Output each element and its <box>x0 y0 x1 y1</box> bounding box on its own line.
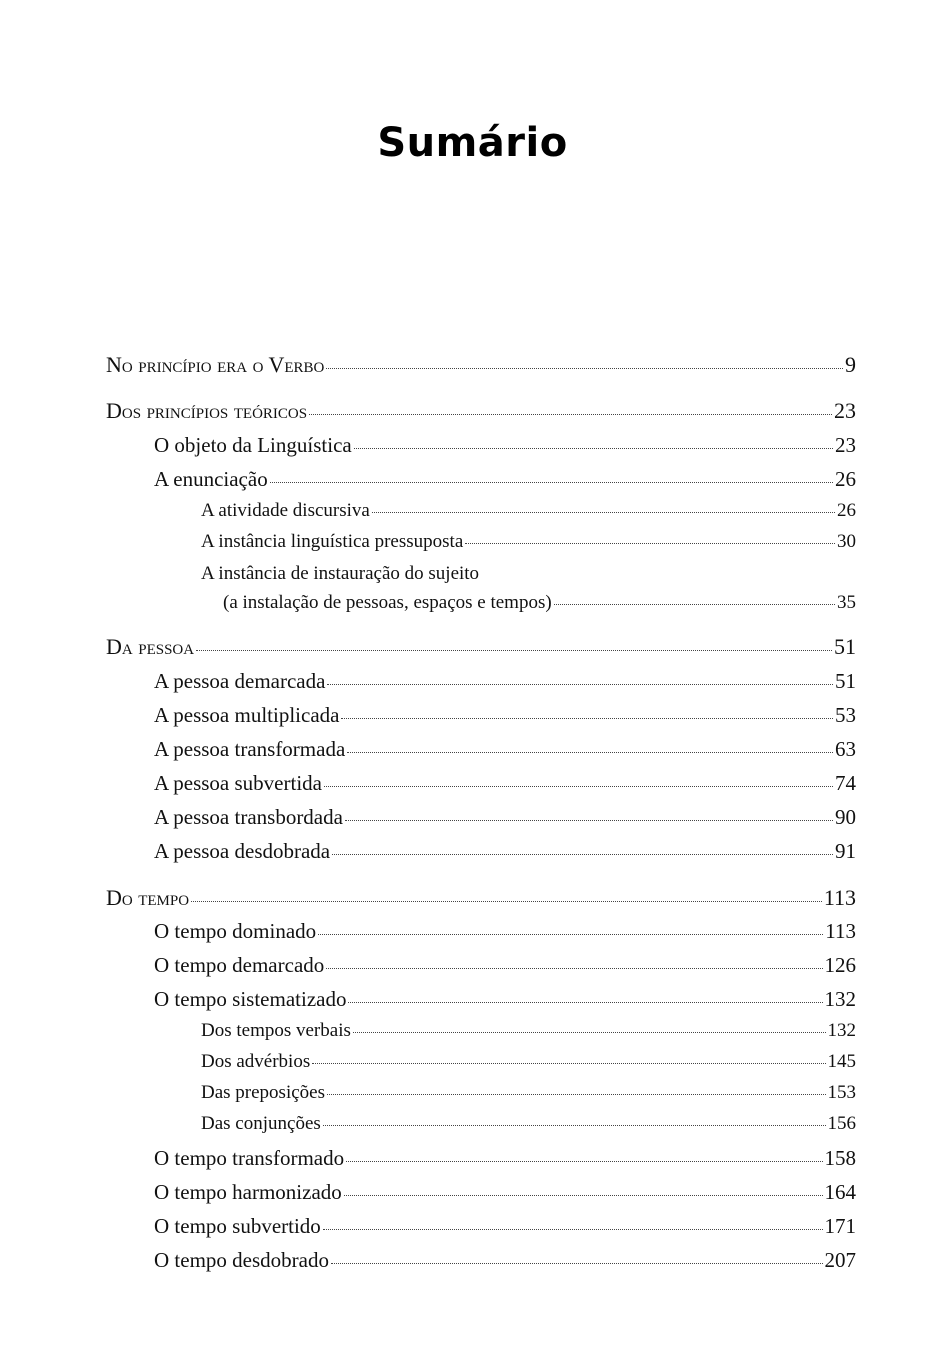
toc-entry-page: 153 <box>827 1082 856 1103</box>
dot-leader <box>347 752 833 753</box>
toc-entry-page: 113 <box>823 885 856 910</box>
toc-entry-page: 53 <box>835 703 856 727</box>
dot-leader <box>318 934 823 935</box>
toc-entry-page: 26 <box>835 467 856 491</box>
dot-leader <box>345 820 833 821</box>
toc-entry-label: A pessoa multiplicada <box>154 703 340 727</box>
toc-entry-page: 63 <box>835 737 856 761</box>
toc-entry-page: 23 <box>834 398 856 423</box>
toc-entry-label: Da pessoa <box>106 634 195 659</box>
toc-entry-page: 113 <box>825 919 856 943</box>
toc-entry-instalacao-pessoas <box>223 592 856 614</box>
toc-entry-label: Dos princípios teóricos <box>106 398 308 423</box>
toc-entry-page: 158 <box>824 1146 856 1170</box>
toc-entry-label: A pessoa subvertida <box>154 771 322 795</box>
toc-entry-label: O tempo subvertido <box>154 1214 321 1238</box>
dot-leader <box>331 1263 823 1264</box>
dot-leader <box>344 1195 823 1196</box>
dot-leader <box>324 786 833 787</box>
dot-leader <box>346 1161 822 1162</box>
toc-entry-tempos-verbais <box>201 1020 856 1042</box>
toc-entry-label: A pessoa transformada <box>154 737 346 761</box>
toc-entry-label: O tempo dominado <box>154 919 317 943</box>
toc-entry-page: 132 <box>827 1020 856 1041</box>
toc-entry-label: Das conjunções <box>201 1113 321 1134</box>
toc-entry-tempo-dominado <box>154 919 856 944</box>
toc-entry-pessoa-demarcada <box>154 669 856 694</box>
toc-entry-conjuncoes <box>201 1113 856 1135</box>
toc-entry-page: 9 <box>845 352 856 377</box>
toc-entry-tempo-transformado <box>154 1146 856 1171</box>
toc-entry-page: 132 <box>824 987 856 1011</box>
toc-entry-label: A atividade discursiva <box>201 500 370 521</box>
toc-entry-da-pessoa <box>106 634 856 660</box>
toc-entry-pessoa-desdobrada <box>154 839 856 864</box>
toc-entry-label: A instância linguística pressuposta <box>201 531 464 552</box>
toc-entry-label: Dos tempos verbais <box>201 1020 351 1041</box>
dot-leader <box>270 482 833 483</box>
toc-entry-tempo-sistematizado <box>154 987 856 1012</box>
dot-leader <box>191 901 822 902</box>
dot-leader <box>323 1125 826 1126</box>
dot-leader <box>353 1032 826 1033</box>
toc-entry-tempo-subvertido <box>154 1214 856 1239</box>
dot-leader <box>465 543 835 544</box>
toc-entry-atividade-discursiva <box>201 500 856 522</box>
toc-entry-pessoa-multiplicada <box>154 703 856 728</box>
dot-leader <box>309 414 832 415</box>
toc-entry-pessoa-transformada <box>154 737 856 762</box>
toc-entry-page: 91 <box>835 839 856 863</box>
toc-entry-instancia-instauracao: A instância de instauração do sujeito <box>201 563 480 584</box>
toc-entry-page: 51 <box>834 634 856 659</box>
toc-entry-label: No princípio era o Verbo <box>106 352 325 377</box>
dot-leader <box>326 368 843 369</box>
toc-entry-label: Dos advérbios <box>201 1051 311 1072</box>
dot-leader <box>323 1229 823 1230</box>
toc-entry-page: 207 <box>824 1248 856 1272</box>
dot-leader <box>372 512 835 513</box>
toc-entry-page: 156 <box>827 1113 856 1134</box>
toc-entry-label: A pessoa demarcada <box>154 669 326 693</box>
dot-leader <box>341 718 833 719</box>
dot-leader <box>196 650 832 651</box>
toc-entry-tempo-desdobrado <box>154 1248 856 1273</box>
dot-leader <box>326 968 822 969</box>
toc-entry-tempo-harmonizado <box>154 1180 856 1205</box>
toc-entry-label: A pessoa desdobrada <box>154 839 331 863</box>
toc-entry-page: 171 <box>824 1214 856 1238</box>
dot-leader <box>348 1002 822 1003</box>
dot-leader <box>327 1094 826 1095</box>
toc-entry-label: O objeto da Linguística <box>154 433 352 457</box>
toc-entry-adverbios <box>201 1051 856 1073</box>
toc-entry-label: A pessoa transbordada <box>154 805 343 829</box>
toc-entry-do-tempo <box>106 885 856 911</box>
toc-entry-label: O tempo sistematizado <box>154 987 347 1011</box>
toc-entry-label: A enunciação <box>154 467 268 491</box>
dot-leader <box>327 684 833 685</box>
toc-entry-label: O tempo harmonizado <box>154 1180 342 1204</box>
toc-entry-label: O tempo desdobrado <box>154 1248 329 1272</box>
toc-entry-enunciacao <box>154 467 856 492</box>
toc-entry-page: 145 <box>827 1051 856 1072</box>
toc-entry-no-principio <box>106 352 856 378</box>
page-title: Sumário <box>377 120 568 166</box>
toc-entry-pessoa-subvertida <box>154 771 856 796</box>
toc-entry-preposicoes <box>201 1082 856 1104</box>
toc-entry-label: O tempo demarcado <box>154 953 325 977</box>
toc-entry-page: 51 <box>835 669 856 693</box>
dot-leader <box>332 854 833 855</box>
toc-entry-label: Do tempo <box>106 885 190 910</box>
toc-entry-principios-teoricos <box>106 398 856 424</box>
toc-entry-page: 30 <box>837 531 856 552</box>
dot-leader <box>312 1063 825 1064</box>
toc-entry-label: (a instalação de pessoas, espaços e tempos) <box>223 592 552 613</box>
toc-entry-page: 164 <box>824 1180 856 1204</box>
toc-entry-page: 126 <box>824 953 856 977</box>
toc-entry-page: 74 <box>835 771 856 795</box>
dot-leader <box>554 604 835 605</box>
toc-entry-label: O tempo transformado <box>154 1146 345 1170</box>
toc-entry-page: 26 <box>837 500 856 521</box>
toc-entry-instancia-pressuposta <box>201 531 856 553</box>
toc-entry-pessoa-transbordada <box>154 805 856 830</box>
toc-entry-page: 23 <box>835 433 856 457</box>
toc-entry-page: 35 <box>837 592 856 613</box>
dot-leader <box>354 448 833 449</box>
toc-entry-label: Das preposições <box>201 1082 325 1103</box>
toc-entry-page: 90 <box>835 805 856 829</box>
toc-entry-objeto-linguistica <box>154 433 856 458</box>
toc-entry-tempo-demarcado <box>154 953 856 978</box>
